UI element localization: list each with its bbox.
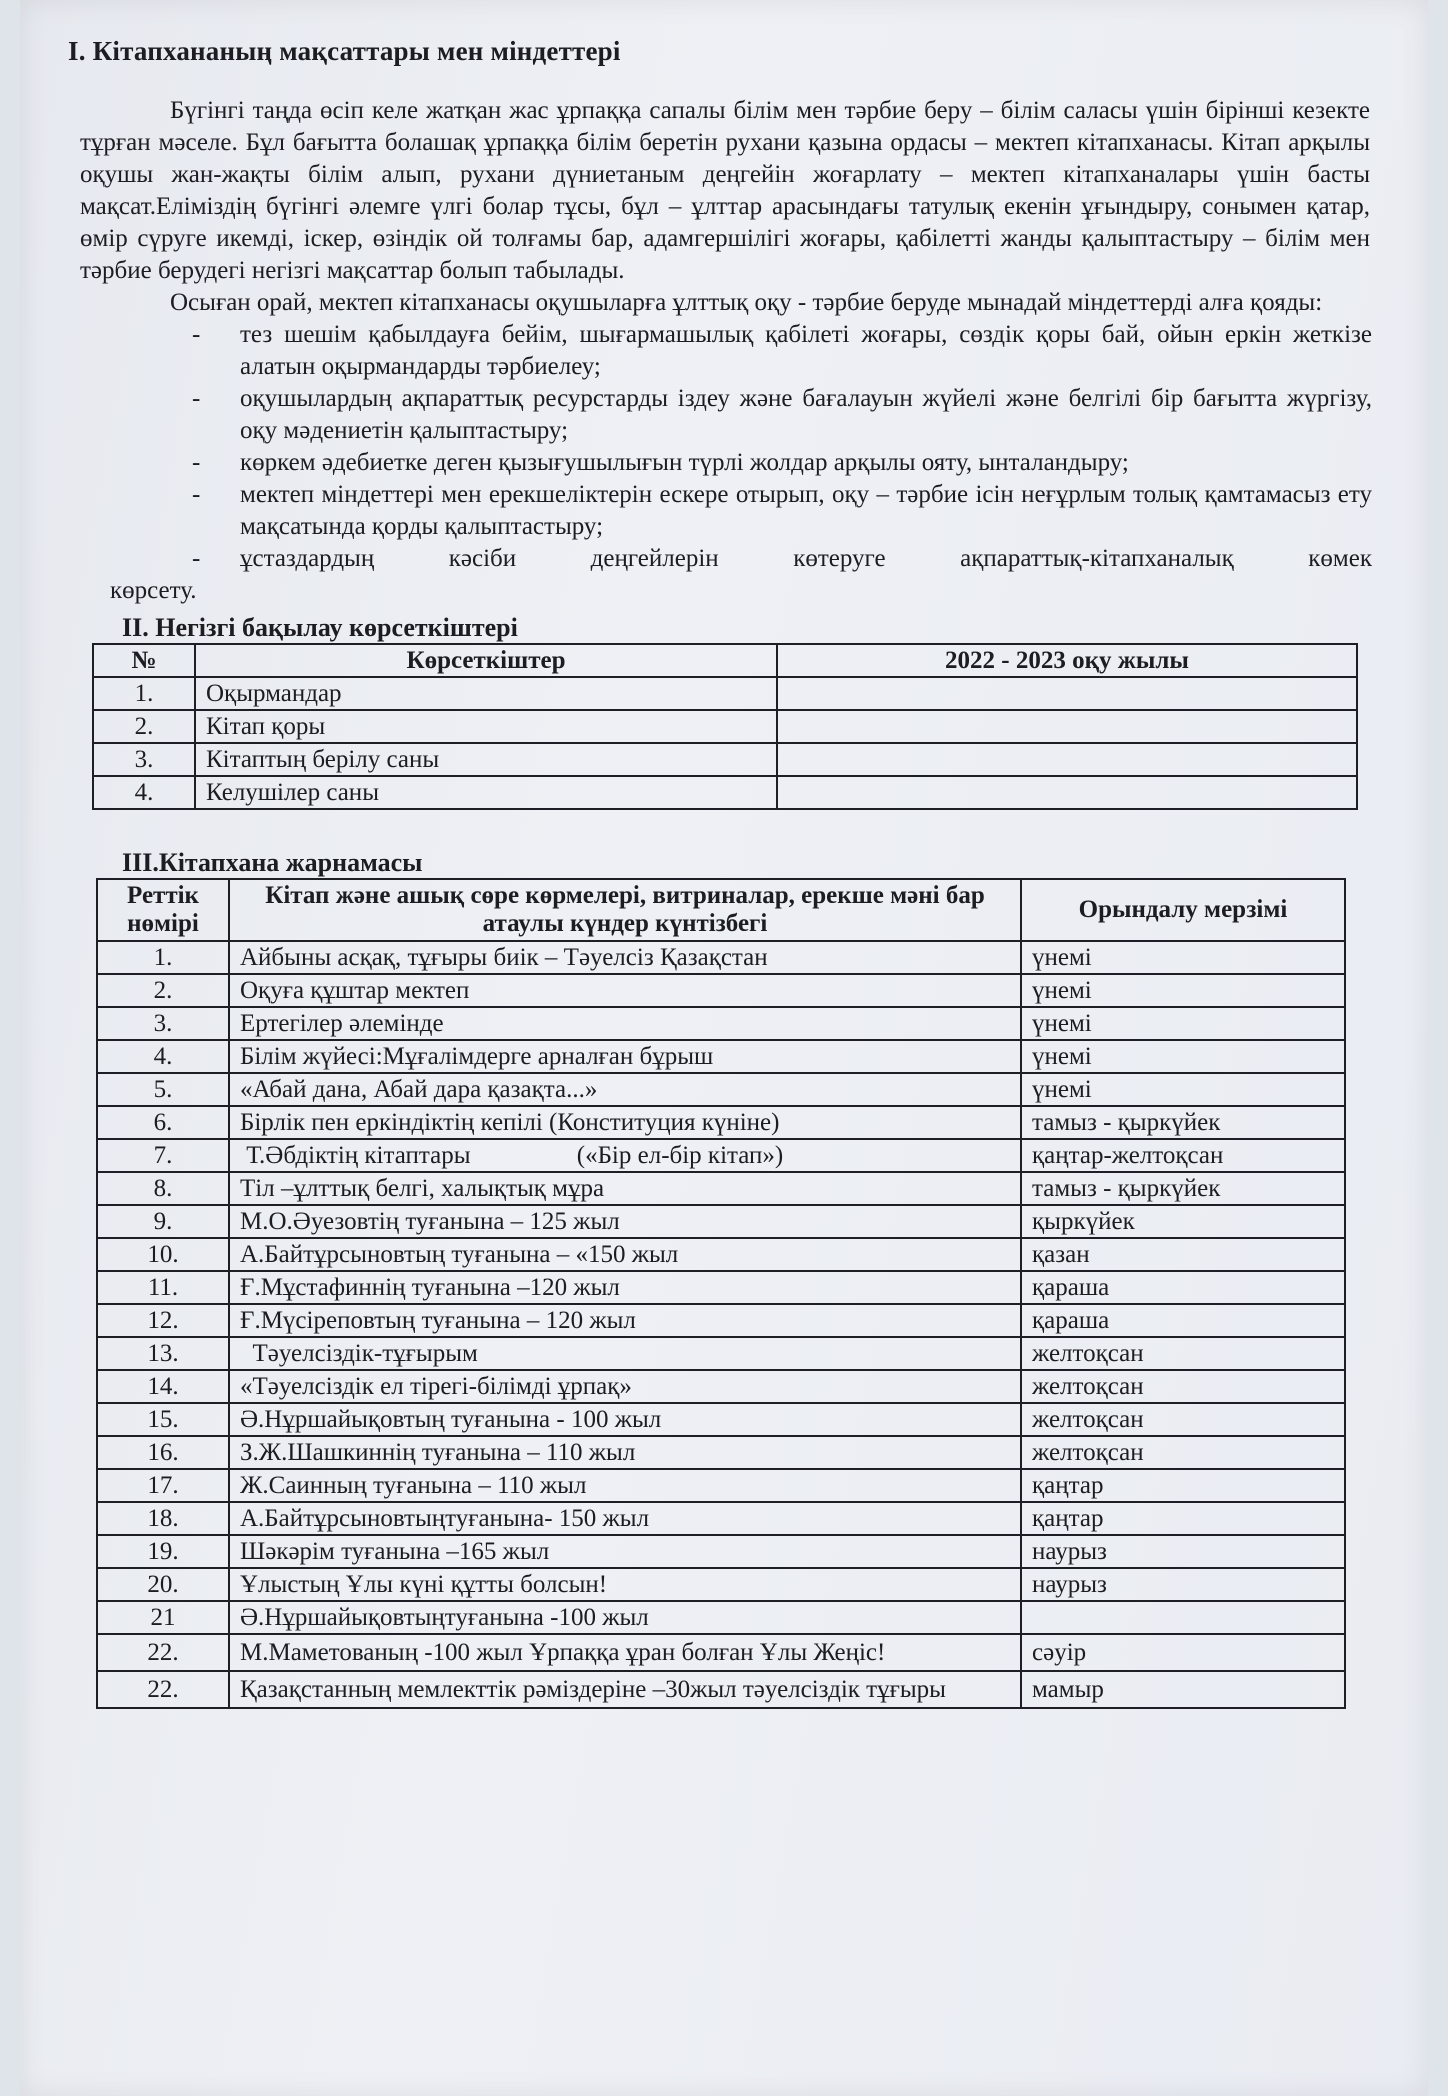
table-row (97, 1403, 1345, 1436)
cell-term: наурыз (1021, 1568, 1345, 1601)
advertising-table (96, 878, 1346, 1709)
cell-number: 11. (97, 1271, 229, 1304)
cell-title: Т.Әбдіктің кітаптары («Бір ел-бір кітап») (229, 1139, 1021, 1172)
list-item: - оқушылардың ақпараттық ресурстарды іздеу және бағалауын жүйелі және белгілі бір бағытта жүргізу, оқу мәдениетін қалыптастыру; (190, 383, 1372, 447)
cell-term: қараша (1021, 1304, 1345, 1337)
cell-title: М.Маметованың -100 жыл Ұрпаққа ұран болған Ұлы Жеңіс! (229, 1634, 1021, 1671)
section-1-paragraph-1: Бүгінгі таңда өсіп келе жатқан жас ұрпаққа сапалы білім мен тәрбие беру – білім саласы үшін бірінші кезекте тұрған мәселе. Бұл бағытта болашақ ұрпаққа білім беретін рухани қазына ордасы – мектеп кітапханасы. Кітап арқылы оқушы жан-жақты білім алып, рухани дүниетаным деңгейін жоғарлату – мектеп кітапханалары үшін басты мақсат.Еліміздің бүгінгі әлемге үлгі болар тұсы, бұл – ұлттар арасындағы татулық екенін ұғындыру, сонымен қатар, өмір сүруге икемді, іскер, өзіндік ой толғамы бар, адамгершілігі жоғары, қабілетті жанды қалыптастыру – білім мен тәрбие берудегі негізгі мақсаттар болып табылады. (80, 97, 1370, 284)
table-row (97, 1238, 1345, 1271)
table-row (97, 1535, 1345, 1568)
list-item: - мектеп міндеттері мен ерекшеліктерін ескере отырып, оқу – тәрбие ісін неғұрлым толық қамтамасыз ету мақсатында қорды қалыптастыру; (190, 479, 1372, 543)
cell-title: «Абай дана, Абай дара қазақта...» (229, 1073, 1021, 1106)
cell-term: тамыз - қыркүйек (1021, 1106, 1345, 1139)
table-row (97, 1106, 1345, 1139)
table-row (97, 1671, 1345, 1708)
cell-title: А.Байтұрсыновтыңтуғанына- 150 жыл (229, 1502, 1021, 1535)
cell-title: Ертегілер әлемінде (229, 1007, 1021, 1040)
list-item: - ұстаздардың кәсіби деңгейлерін көтеруге ақпараттық-кітапханалық көмек (190, 543, 1372, 575)
cell-title: Тіл –ұлттық белгі, халықтық мұра (229, 1172, 1021, 1205)
cell-number: 8. (97, 1172, 229, 1205)
section-3-title: III.Кітапхана жарнамасы (122, 848, 423, 877)
section-1-title: I. Кітапхананың мақсаттары мен міндеттері (68, 36, 621, 66)
table-header-row (93, 644, 1357, 677)
section-2-title: II. Негізгі бақылау көрсеткіштері (122, 613, 518, 642)
section-1-paragraph-2: Осыған орай, мектеп кітапханасы оқушыларға ұлттық оқу - тәрбие беруде мынадай міндеттерді алға қояды: (170, 289, 1323, 316)
table-row (97, 1304, 1345, 1337)
table-row (97, 941, 1345, 974)
cell-number: 10. (97, 1238, 229, 1271)
cell-term: тамыз - қыркүйек (1021, 1172, 1345, 1205)
cell-number: 18. (97, 1502, 229, 1535)
table-row (97, 1469, 1345, 1502)
cell-number: 9. (97, 1205, 229, 1238)
cell-number: 7. (97, 1139, 229, 1172)
cell-number: 6. (97, 1106, 229, 1139)
cell-term: үнемі (1021, 1040, 1345, 1073)
cell-term: қазан (1021, 1238, 1345, 1271)
cell-number: 20. (97, 1568, 229, 1601)
cell-title: Ұлыстың Ұлы күні құтты болсын! (229, 1568, 1021, 1601)
table-row (97, 1007, 1345, 1040)
cell-number: 2. (93, 710, 195, 743)
cell-title: Ғ.Мұстафиннің туғанына –120 жыл (229, 1271, 1021, 1304)
cell-title: А.Байтұрсыновтың туғанына – «150 жыл (229, 1238, 1021, 1271)
table-row (97, 1502, 1345, 1535)
tasks-list (50, 319, 1372, 575)
table-row (93, 677, 1357, 710)
table-row (97, 1634, 1345, 1671)
cell-term: желтоқсан (1021, 1337, 1345, 1370)
list-item: - тез шешім қабылдауға бейім, шығармашылық қабілеті жоғары, сөздік қоры бай, ойын еркін жеткізе алатын оқырмандарды тәрбиелеу; (190, 319, 1372, 383)
cell-term (1021, 1601, 1345, 1634)
document-content (50, 36, 1370, 1709)
cell-number: 1. (97, 941, 229, 974)
indicators-table (92, 643, 1358, 810)
cell-term: қараша (1021, 1271, 1345, 1304)
cell-term: қаңтар (1021, 1502, 1345, 1535)
cell-number: 22. (97, 1634, 229, 1671)
cell-title: Ә.Нұршайықовтың туғанына - 100 жыл (229, 1403, 1021, 1436)
table-row (97, 1139, 1345, 1172)
cell-number: 13. (97, 1337, 229, 1370)
table-row (97, 974, 1345, 1007)
cell-value (777, 677, 1357, 710)
cell-indicator: Келушілер саны (195, 776, 777, 809)
table-header-row (97, 879, 1345, 941)
cell-term: үнемі (1021, 941, 1345, 974)
cell-number: 15. (97, 1403, 229, 1436)
header-number: № (93, 644, 195, 677)
cell-term: желтоқсан (1021, 1403, 1345, 1436)
cell-number: 16. (97, 1436, 229, 1469)
table-row (93, 710, 1357, 743)
header-deadline: Орындалу мерзімі (1021, 879, 1345, 941)
table-row (97, 1601, 1345, 1634)
tasks-tail: көрсету. (110, 577, 197, 604)
cell-number: 19. (97, 1535, 229, 1568)
table-row (97, 1370, 1345, 1403)
cell-term: сәуір (1021, 1634, 1345, 1671)
cell-title: Тәуелсіздік-тұғырым (229, 1337, 1021, 1370)
cell-number: 17. (97, 1469, 229, 1502)
table-row (97, 1436, 1345, 1469)
cell-title: Білім жүйесі:Мұғалімдерге арналған бұрыш (229, 1040, 1021, 1073)
cell-indicator: Кітаптың берілу саны (195, 743, 777, 776)
table-row (93, 776, 1357, 809)
cell-number: 21 (97, 1601, 229, 1634)
cell-title: «Тәуелсіздік ел тірегі-білімді ұрпақ» (229, 1370, 1021, 1403)
cell-term: үнемі (1021, 974, 1345, 1007)
cell-title: Оқуға құштар мектеп (229, 974, 1021, 1007)
cell-number: 4. (97, 1040, 229, 1073)
cell-number: 12. (97, 1304, 229, 1337)
list-item: - көркем әдебиетке деген қызығушылығын түрлі жолдар арқылы ояту, ынталандыру; (190, 447, 1372, 479)
cell-term: желтоқсан (1021, 1436, 1345, 1469)
cell-number: 14. (97, 1370, 229, 1403)
cell-indicator: Оқырмандар (195, 677, 777, 710)
table-row (97, 1172, 1345, 1205)
cell-value (777, 710, 1357, 743)
header-year: 2022 - 2023 оқу жылы (777, 644, 1357, 677)
cell-title: Ғ.Мүсіреповтың туғанына – 120 жыл (229, 1304, 1021, 1337)
header-order-number: Реттік нөмірі (97, 879, 229, 941)
cell-title: Ж.Саинның туғанына – 110 жыл (229, 1469, 1021, 1502)
cell-number: 4. (93, 776, 195, 809)
header-exhibition-title: Кітап және ашық сөре көрмелері, витриналар, ерекше мәні бар атаулы күндер күнтізбегі (229, 879, 1021, 941)
cell-number: 22. (97, 1671, 229, 1708)
table-row (97, 1205, 1345, 1238)
cell-number: 2. (97, 974, 229, 1007)
table-row (97, 1073, 1345, 1106)
cell-term: үнемі (1021, 1073, 1345, 1106)
cell-term: қыркүйек (1021, 1205, 1345, 1238)
header-indicators: Көрсеткіштер (195, 644, 777, 677)
cell-term: қаңтар-желтоқсан (1021, 1139, 1345, 1172)
cell-title: Бірлік пен еркіндіктің кепілі (Конституция күніне) (229, 1106, 1021, 1139)
cell-value (777, 743, 1357, 776)
cell-term: желтоқсан (1021, 1370, 1345, 1403)
cell-value (777, 776, 1357, 809)
cell-number: 3. (93, 743, 195, 776)
table-row (97, 1271, 1345, 1304)
cell-term: мамыр (1021, 1671, 1345, 1708)
cell-term: үнемі (1021, 1007, 1345, 1040)
cell-term: наурыз (1021, 1535, 1345, 1568)
cell-title: Қазақстанның мемлекттік рәміздеріне –30жыл тәуелсіздік тұғыры (229, 1671, 1021, 1708)
table-row (97, 1040, 1345, 1073)
table-row (97, 1568, 1345, 1601)
cell-number: 1. (93, 677, 195, 710)
cell-title: Шәкәрім туғанына –165 жыл (229, 1535, 1021, 1568)
table-row (97, 1337, 1345, 1370)
cell-title: Айбыны асқақ, тұғыры биік – Тәуелсіз Қазақстан (229, 941, 1021, 974)
cell-number: 3. (97, 1007, 229, 1040)
cell-number: 5. (97, 1073, 229, 1106)
cell-title: Ә.Нұршайықовтыңтуғанына -100 жыл (229, 1601, 1021, 1634)
cell-title: М.О.Әуезовтің туғанына – 125 жыл (229, 1205, 1021, 1238)
cell-title: З.Ж.Шашкиннің туғанына – 110 жыл (229, 1436, 1021, 1469)
table-row (93, 743, 1357, 776)
document-page (20, 0, 1428, 2096)
cell-term: қаңтар (1021, 1469, 1345, 1502)
cell-indicator: Кітап қоры (195, 710, 777, 743)
